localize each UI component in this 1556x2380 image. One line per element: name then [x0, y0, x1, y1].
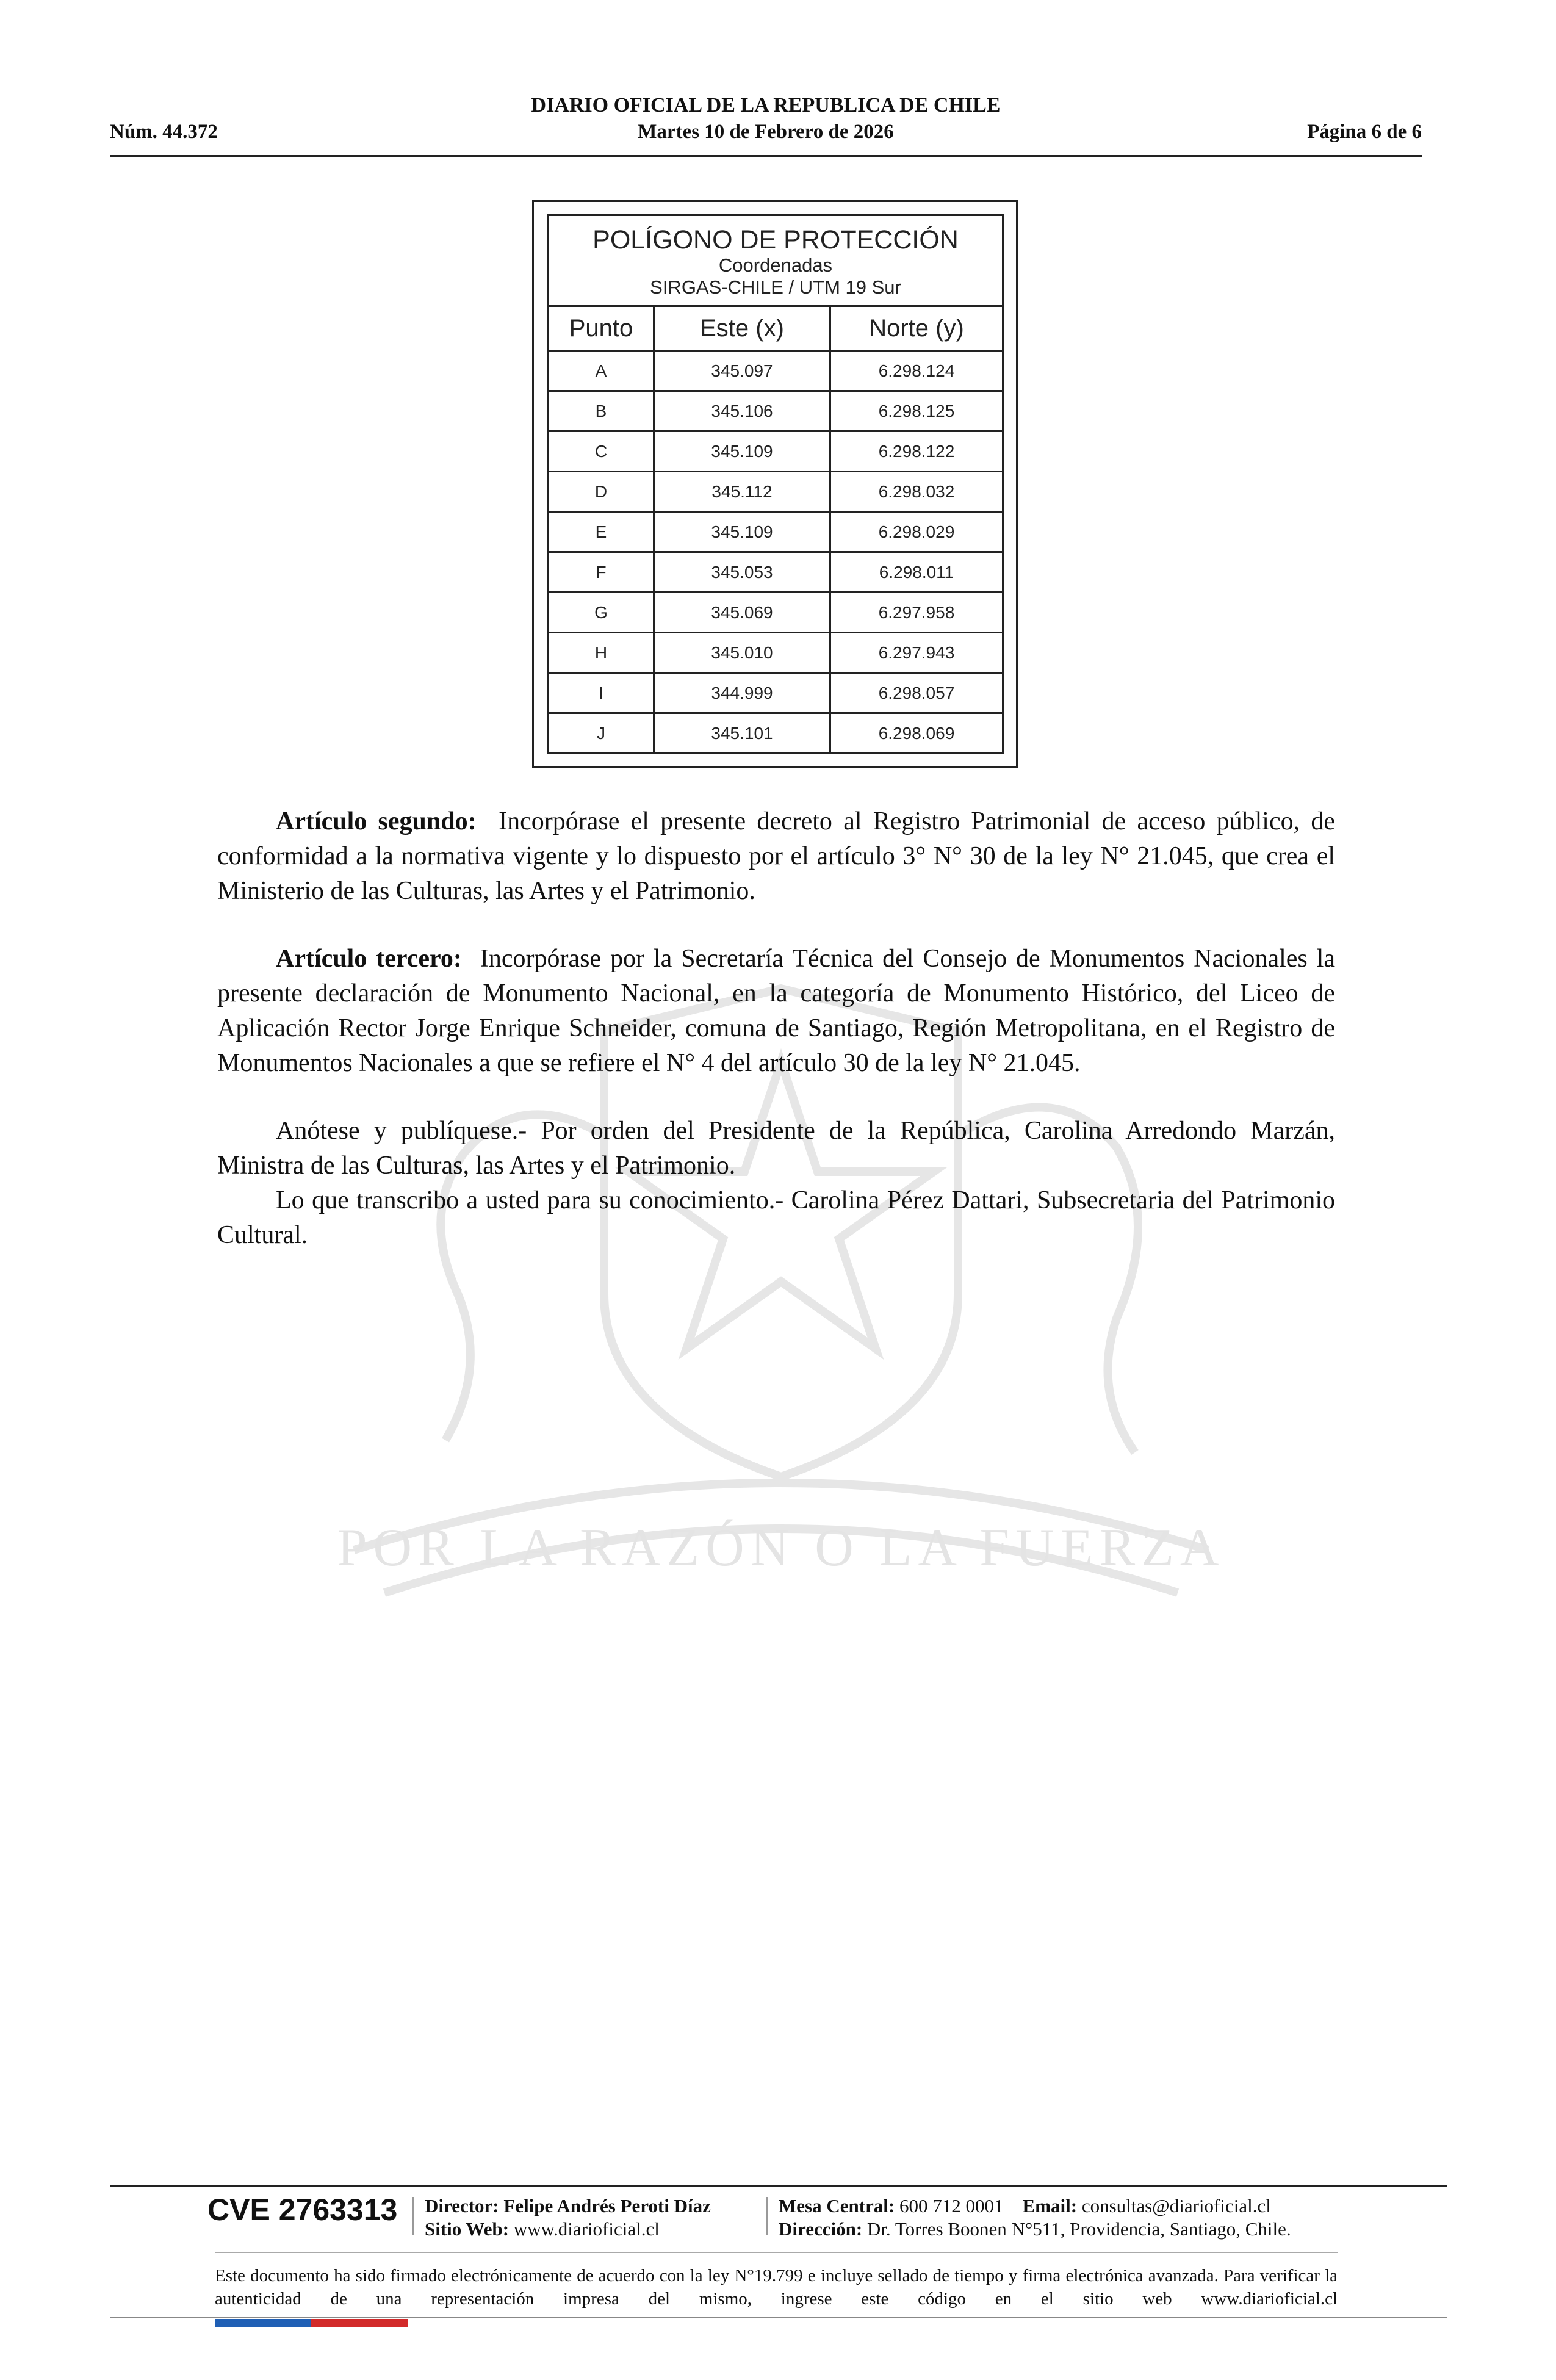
north-cell: 6.298.057 — [830, 673, 1003, 713]
column-header-east: Este (x) — [654, 306, 830, 351]
article-body — [217, 804, 1335, 1253]
table-subtitle-2: SIRGAS-CHILE / UTM 19 Sur — [650, 276, 901, 298]
point-cell: G — [549, 593, 654, 633]
table-row — [549, 351, 1003, 391]
table-row — [549, 713, 1003, 754]
east-cell: 345.106 — [654, 391, 830, 431]
point-cell: C — [549, 431, 654, 472]
article-second-text: Incorpórase el presente decreto al Registro Patrimonial de acceso público, de conformidad a la normativa vigente y lo dispuesto por el artículo 3° N° 30 de la ley N° 21.045, que crea el Ministerio de las Culturas, las Artes y el Patrimonio. — [217, 807, 1335, 905]
point-cell: D — [549, 472, 654, 512]
north-cell: 6.297.943 — [830, 633, 1003, 673]
table-row — [549, 552, 1003, 593]
cve-code: CVE 2763313 — [207, 2193, 398, 2227]
east-cell: 345.101 — [654, 713, 830, 754]
table-row — [549, 391, 1003, 431]
electronic-signature-notice: Este documento ha sido firmado electrónicamente de acuerdo con la ley N°19.799 e incluye sellado de tiempo y firma electrónica avanzada. Para verificar la autenticidad de una representación impresa del mismo, ingrese este código en el sitio web www.diarioficial.cl — [215, 2266, 1338, 2309]
watermark-motto: POR LA RAZÓN O LA FUERZA — [337, 1518, 1225, 1578]
table-header-row — [549, 306, 1003, 351]
east-cell: 345.069 — [654, 593, 830, 633]
point-cell: A — [549, 351, 654, 391]
north-cell: 6.298.122 — [830, 431, 1003, 472]
north-cell: 6.298.125 — [830, 391, 1003, 431]
east-cell: 345.053 — [654, 552, 830, 593]
column-header-north: Norte (y) — [830, 306, 1003, 351]
east-cell: 344.999 — [654, 673, 830, 713]
north-cell: 6.298.069 — [830, 713, 1003, 754]
email-link[interactable]: consultas@diarioficial.cl — [1081, 2195, 1271, 2216]
table-row — [549, 593, 1003, 633]
polygon-coordinates-table — [547, 214, 1004, 754]
footer-contact-block — [779, 2194, 1291, 2241]
article-third — [217, 942, 1335, 1081]
table-row — [549, 512, 1003, 552]
table-row — [549, 633, 1003, 673]
east-cell: 345.112 — [654, 472, 830, 512]
point-cell: F — [549, 552, 654, 593]
website-label: Sitio Web: — [425, 2218, 510, 2240]
footer-divider-bottom — [110, 2317, 1447, 2318]
footer-divider-top — [110, 2185, 1447, 2187]
point-cell: E — [549, 512, 654, 552]
header-divider — [110, 155, 1422, 157]
table-row — [549, 431, 1003, 472]
issue-number: Núm. 44.372 — [110, 121, 218, 143]
footer-separator — [412, 2197, 414, 2235]
address-value: Dr. Torres Boonen N°511, Providencia, Santiago, Chile. — [866, 2218, 1291, 2240]
point-cell: H — [549, 633, 654, 673]
article-second-label: Artículo segundo: — [276, 807, 477, 835]
director-name: Felipe Andrés Peroti Díaz — [503, 2195, 711, 2216]
footer-separator — [766, 2197, 768, 2235]
north-cell: 6.298.032 — [830, 472, 1003, 512]
article-third-label: Artículo tercero: — [276, 945, 462, 973]
point-cell: J — [549, 713, 654, 754]
phone-label: Mesa Central: — [779, 2195, 895, 2216]
closing-paragraph-2: Lo que transcribo a usted para su conocimiento.- Carolina Pérez Dattari, Subsecretaria del Patrimonio Cultural. — [217, 1186, 1335, 1249]
issue-date: Martes 10 de Febrero de 2026 — [638, 121, 894, 143]
address-label: Dirección: — [779, 2218, 863, 2240]
north-cell: 6.298.011 — [830, 552, 1003, 593]
flag-stripe-red — [311, 2319, 408, 2327]
east-cell: 345.109 — [654, 512, 830, 552]
east-cell: 345.097 — [654, 351, 830, 391]
east-cell: 345.010 — [654, 633, 830, 673]
table-title-cell — [549, 215, 1003, 306]
east-cell: 345.109 — [654, 431, 830, 472]
article-second — [217, 804, 1335, 909]
page-indicator: Página 6 de 6 — [1307, 121, 1422, 143]
article-third-text: Incorpórase por la Secretaría Técnica del Consejo de Monumentos Nacionales la presente declaración de Monumento Nacional, en la categoría de Monumento Histórico, del Liceo de Aplicación Rector Jorge Enrique Schneider, comuna de Santiago, Región Metropolitana, en el Registro de Monumentos Nacionales a que se refiere el N° 4 del artículo 30 de la ley N° 21.045. — [217, 945, 1336, 1077]
north-cell: 6.298.029 — [830, 512, 1003, 552]
phone-value: 600 712 0001 — [899, 2195, 1004, 2216]
newspaper-title: DIARIO OFICIAL DE LA REPUBLICA DE CHILE — [531, 94, 1001, 117]
north-cell: 6.298.124 — [830, 351, 1003, 391]
footer-divider-middle — [215, 2252, 1338, 2253]
flag-stripe-blue — [215, 2319, 311, 2327]
email-label: Email: — [1022, 2195, 1078, 2216]
north-cell: 6.297.958 — [830, 593, 1003, 633]
polygon-table-frame — [532, 200, 1018, 768]
point-cell: I — [549, 673, 654, 713]
table-title: POLÍGONO DE PROTECCIÓN — [593, 225, 959, 254]
footer-director-block — [425, 2194, 711, 2241]
closing-paragraph-1: Anótese y publíquese.- Por orden del Presidente de la República, Carolina Arredondo Marzán, Ministra de las Culturas, las Artes y el Patrimonio. — [217, 1117, 1335, 1180]
website-link[interactable]: www.diarioficial.cl — [513, 2218, 660, 2240]
table-subtitle-1: Coordenadas — [718, 254, 833, 276]
table-row — [549, 673, 1003, 713]
column-header-point: Punto — [549, 306, 654, 351]
table-row — [549, 472, 1003, 512]
point-cell: B — [549, 391, 654, 431]
director-label: Director: — [425, 2195, 499, 2216]
